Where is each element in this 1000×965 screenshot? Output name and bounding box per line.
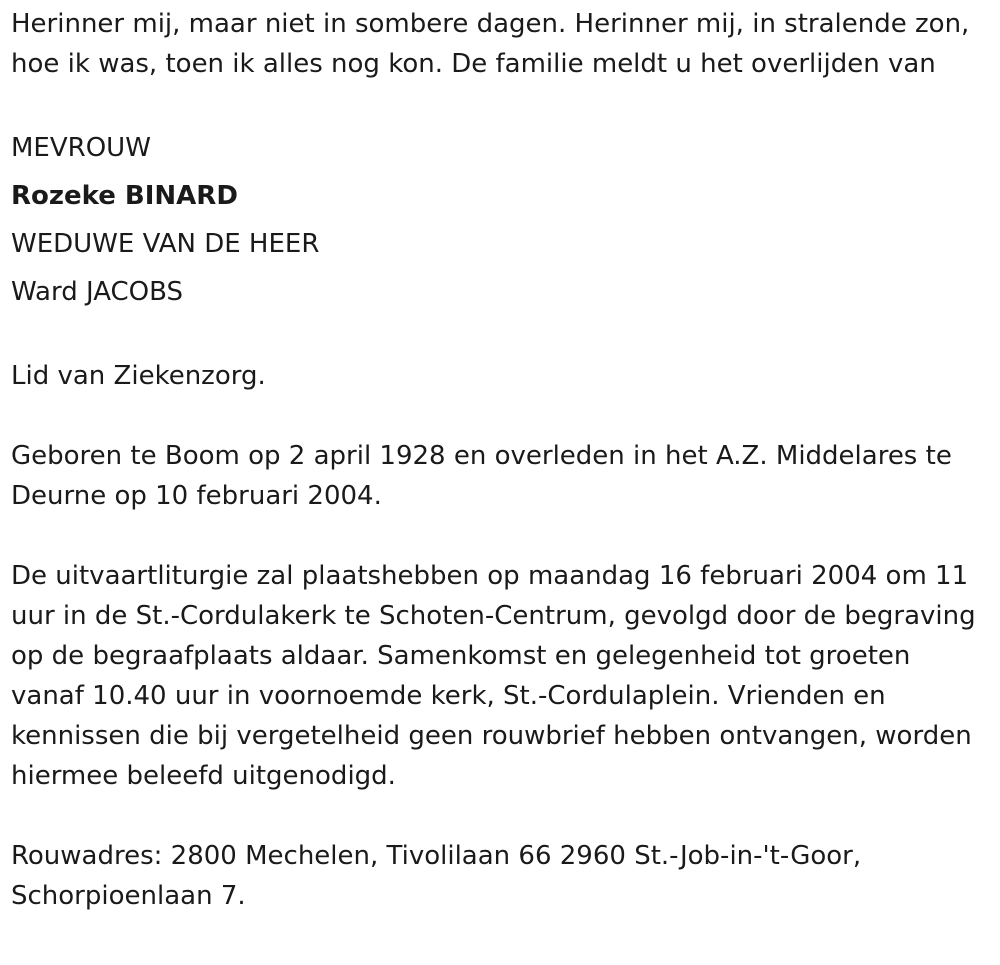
funeral-paragraph: De uitvaartliturgie zal plaatshebben op maandag 16 februari 2004 om 11 uur in de St.-Cordulakerk te Schoten-Centrum, gevolgd door de begraving op de begraafplaats aldaar. Samenkomst en gelegenheid tot groeten vanaf 10.40 uur in voornoemde kerk, St.-Cordulaplein. Vrienden en kennissen die bij vergetelheid geen rouwbrief hebben ontvangen, worden hiermee beleefd uitgenodigd. xyxy=(11,561,976,791)
spouse-name: Ward JACOBS xyxy=(11,277,184,307)
address-paragraph: Rouwadres: 2800 Mechelen, Tivolilaan 66 2960 St.-Job-in-'t-Goor, Schorpioenlaan 7. xyxy=(11,841,862,911)
spacer xyxy=(11,796,991,836)
spacer xyxy=(11,516,991,556)
spacer xyxy=(11,84,991,124)
deceased-name-block xyxy=(11,124,991,316)
spacer xyxy=(11,396,991,436)
membership-paragraph: Lid van Ziekenzorg. xyxy=(11,361,266,391)
birth-death-paragraph: Geboren te Boom op 2 april 1928 en overleden in het A.Z. Middelares te Deurne op 10 februari 2004. xyxy=(11,441,952,511)
relation-line: WEDUWE VAN DE HEER xyxy=(11,229,320,259)
spacer xyxy=(11,316,991,356)
deceased-name: Rozeke BINARD xyxy=(11,181,238,211)
title-line: MEVROUW xyxy=(11,133,151,163)
obituary-document xyxy=(11,4,991,916)
intro-paragraph: Herinner mij, maar niet in sombere dagen. Herinner mij, in stralende zon, hoe ik was, toen ik alles nog kon. De familie meldt u het overlijden van xyxy=(11,9,970,79)
